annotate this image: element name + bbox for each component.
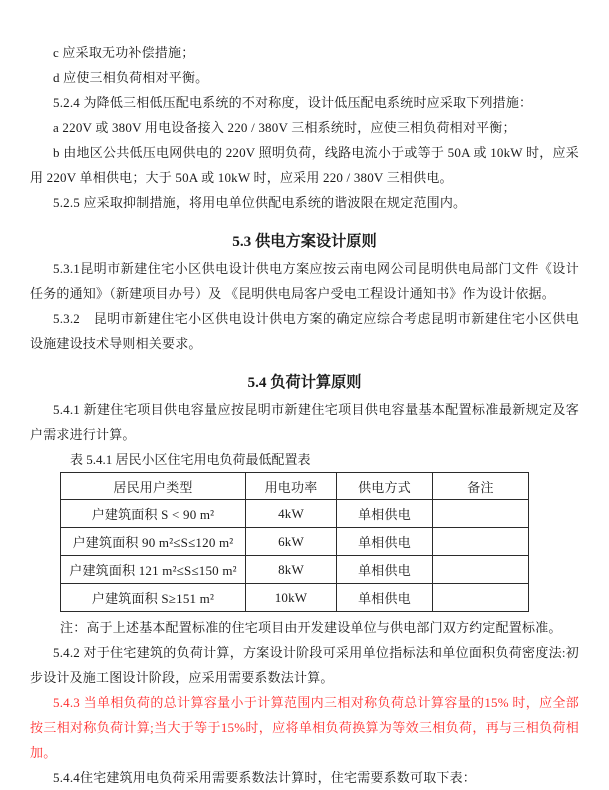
table-row [61,528,529,556]
min-load-config-table [60,472,529,612]
section-heading-5-4: 5.4 负荷计算原则 [247,374,362,391]
col-header-power: 用电功率 [246,473,337,500]
list-item-b: b 由地区公共低压电网供电的 220V 照明负荷，线路电流小于或等于 50A 或 10kW 时，应采用 220V 单相供电；大于 50A 或 10kW 时，应采用 220 / 380V 三相供电。 [30,145,579,185]
clause-5-4-2: 5.4.2 对于住宅建筑的负荷计算，方案设计阶段可采用单位指标法和单位面积负荷密度法:初步设计及施工图设计阶段，应采用需要系数法计算。 [30,645,579,685]
col-header-resident-type: 居民用户类型 [61,473,246,500]
table-row [61,584,529,612]
clause-5-4-3-emphasized: 5.4.3 当单相负荷的总计算容量小于计算范围内三相对称负荷总计算容量的15% 时，应全部按三相对称负荷计算;当大于等于15%时，应将单相负荷换算为等效三相负荷，再与三相负荷相加。 [30,695,579,760]
cell-resident-type: 户建筑面积 S < 90 m² [61,500,246,528]
clause-5-4-1: 5.4.1 新建住宅项目供电容量应按昆明市新建住宅项目供电容量基本配置标准最新规定及客户需求进行计算。 [30,402,579,442]
cell-remark [433,500,529,528]
cell-remark [433,584,529,612]
clause-5-2-5: 5.2.5 应采取抑制措施，将用电单位供配电系统的谐波限在规定范围内。 [53,195,467,210]
list-item-a: a 220V 或 380V 用电设备接入 220 / 380V 三相系统时，应使三相负荷相对平衡； [53,120,516,135]
cell-supply-mode: 单相供电 [337,500,433,528]
table-caption: 表 5.4.1 居民小区住宅用电负荷最低配置表 [70,452,311,467]
cell-power: 6kW [246,528,337,556]
cell-power: 10kW [246,584,337,612]
cell-resident-type: 户建筑面积 S≥151 m² [61,584,246,612]
table-note: 注：高于上述基本配置标准的住宅项目由开发建设单位与供电部门双方约定配置标准。 [60,620,562,635]
table-row [61,500,529,528]
cell-supply-mode: 单相供电 [337,528,433,556]
table-row [61,556,529,584]
cell-remark [433,556,529,584]
list-item-d: d 应使三相负荷相对平衡。 [53,70,209,85]
cell-resident-type: 户建筑面积 121 m²≤S≤150 m² [61,556,246,584]
clause-5-4-4: 5.4.4住宅建筑用电负荷采用需要系数法计算时，住宅需要系数可取下表： [53,770,477,785]
col-header-supply-mode: 供电方式 [337,473,433,500]
clause-5-3-2: 5.3.2 昆明市新建住宅小区供电设计供电方案的确定应综合考虑昆明市新建住宅小区供电设施建设技术导则相关要求。 [30,311,579,351]
cell-power: 4kW [246,500,337,528]
col-header-remark: 备注 [433,473,529,500]
cell-power: 8kW [246,556,337,584]
clause-5-3-1: 5.3.1昆明市新建住宅小区供电设计供电方案应按云南电网公司昆明供电局部门文件《设计任务的通知》（新建项目办号）及 《昆明供电局客户受电工程设计通知书》作为设计依据。 [30,261,579,301]
table-header-row [61,473,529,500]
cell-remark [433,528,529,556]
section-heading-5-3: 5.3 供电方案设计原则 [232,233,377,250]
list-item-c: c 应采取无功补偿措施； [53,45,195,60]
cell-supply-mode: 单相供电 [337,556,433,584]
cell-resident-type: 户建筑面积 90 m²≤S≤120 m² [61,528,246,556]
clause-5-2-4: 5.2.4 为降低三相低压配电系统的不对称度，设计低压配电系统时应采取下列措施： [53,95,533,110]
cell-supply-mode: 单相供电 [337,584,433,612]
